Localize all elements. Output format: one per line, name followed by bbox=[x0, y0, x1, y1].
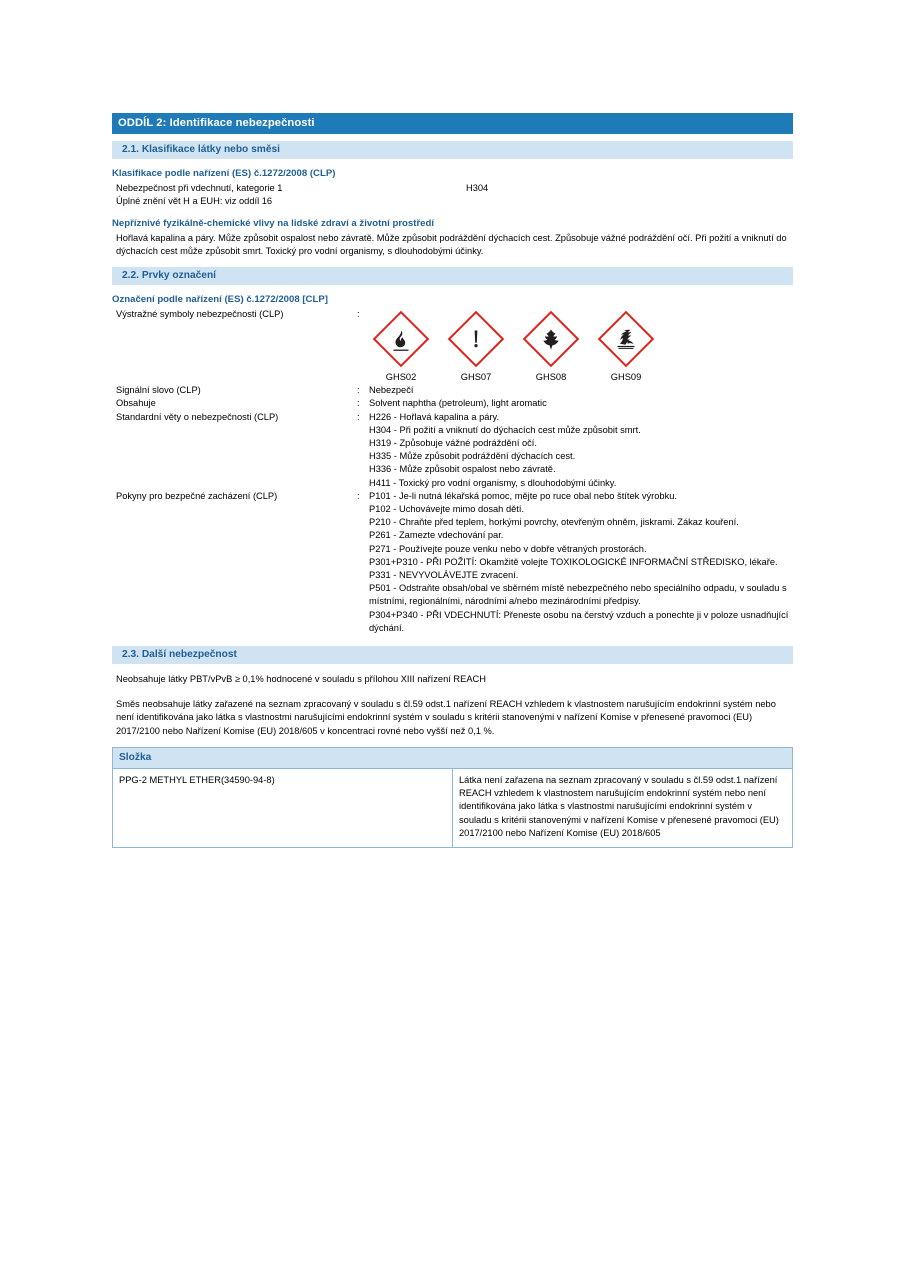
flame-icon bbox=[383, 321, 419, 357]
hazard-statements-row bbox=[112, 411, 793, 490]
ghs-pictogram-ghs09 bbox=[594, 310, 658, 384]
component-table bbox=[112, 747, 793, 848]
ghs-code: GHS02 bbox=[385, 372, 417, 383]
hazard-class-text: Nebezpečnost při vdechnutí, kategorie 1 bbox=[116, 183, 283, 193]
ghs-code: GHS09 bbox=[610, 372, 642, 383]
list-item: H336 - Může způsobit ospalost nebo závratě. bbox=[369, 464, 556, 475]
precautionary-statements-label: Pokyny pro bezpečné zacházení (CLP) bbox=[116, 490, 278, 501]
list-item: H411 - Toxický pro vodní organismy, s dlouhodobými účinky. bbox=[369, 477, 617, 488]
list-item: H226 - Hořlavá kapalina a páry. bbox=[369, 411, 500, 422]
ghs-code: GHS07 bbox=[460, 372, 492, 383]
table-header-row bbox=[113, 747, 793, 768]
exclamation-mark-icon bbox=[458, 321, 494, 357]
ghs-code: GHS08 bbox=[535, 372, 567, 383]
list-item: P101 - Je-li nutná lékařská pomoc, mějte po ruce obal nebo štítek výrobku. bbox=[369, 490, 677, 501]
signal-word-value: Nebezpečí bbox=[369, 385, 414, 396]
pictogram-label: Výstražné symboly nebezpečnosti (CLP) bbox=[116, 309, 284, 320]
list-item: H319 - Způsobuje vážné podráždění očí. bbox=[369, 438, 537, 449]
component-note-cell: Látka není zařazena na seznam zpracovaný v souladu s čl.59 odst.1 nařízení REACH vzhledem k vlastnostem narušujícím endokrinní systém nebo není identifikována jako látka s vlastnostmi narušujícími endokrinní systém v souladu s kritérii stanovenými v nařízení Komise v přenesené pravomoci (EU) 2017/2100 nebo Nařízení Komise (EU) 2018/605 bbox=[453, 768, 793, 847]
ghs-pictogram-ghs02 bbox=[369, 310, 433, 384]
table-row bbox=[113, 768, 793, 847]
hazard-code-text: H304 bbox=[466, 183, 489, 193]
pbt-vpvb-text: Neobsahuje látky PBT/vPvB ≥ 0,1% hodnocené v souladu s přílohou XIII nařízení REACH bbox=[116, 674, 486, 685]
h-euh-full-text-note: Úplné znění vět H a EUH: viz oddíl 16 bbox=[116, 196, 273, 207]
colon: : bbox=[357, 411, 360, 422]
hazard-statements-label: Standardní věty o nebezpečnosti (CLP) bbox=[116, 411, 279, 422]
adverse-effects-heading: Nepříznivé fyzikálně-chemické vlivy na lidské zdraví a životní prostředí bbox=[112, 217, 435, 229]
subsection-23-bar: 2.3. Další nebezpečnost bbox=[112, 646, 793, 664]
list-item: H335 - Může způsobit podráždění dýchacích cest. bbox=[369, 451, 576, 462]
list-item: P331 - NEVYVOLÁVEJTE zvracení. bbox=[369, 570, 519, 581]
pictogram-row bbox=[112, 308, 793, 384]
column-header-component: Složka bbox=[113, 747, 793, 768]
hazard-statements-list bbox=[369, 411, 793, 490]
list-item: P261 - Zamezte vdechování par. bbox=[369, 530, 504, 541]
adverse-effects-text: Hořlavá kapalina a páry. Může způsobit ospalost nebo závratě. Může způsobit podráždění dýchacích cest. Způsobuje vážné podráždění očí. Při požití a vniknutí do dýchacích cest může způsobit smrt. Toxický pro vodní organismy, s dlouhodobými účinky. bbox=[116, 232, 787, 256]
sds-section-2 bbox=[112, 113, 793, 848]
list-item: H304 - Při požití a vniknutí do dýchacích cest může způsobit smrt. bbox=[369, 424, 641, 435]
signal-word-row bbox=[112, 384, 793, 397]
clp-classification-heading: Klasifikace podle nařízení (ES) č.1272/2008 (CLP) bbox=[112, 168, 336, 179]
health-hazard-icon bbox=[533, 321, 569, 357]
environment-icon bbox=[608, 321, 644, 357]
hazard-classification-row bbox=[112, 182, 793, 195]
ghs-pictogram-group bbox=[369, 310, 793, 384]
list-item: P210 - Chraňte před teplem, horkými povrchy, otevřeným ohněm, jiskrami. Zákaz kouření. bbox=[369, 517, 739, 528]
precautionary-statements-list bbox=[369, 490, 793, 635]
component-name-cell: PPG-2 METHYL ETHER(34590-94-8) bbox=[113, 768, 453, 847]
precautionary-statements-row bbox=[112, 490, 793, 635]
colon: : bbox=[357, 385, 360, 396]
subsection-21-bar: 2.1. Klasifikace látky nebo směsi bbox=[112, 141, 793, 159]
list-item: P301+P310 - PŘI POŽITÍ: Okamžitě volejte TOXIKOLOGICKÉ INFORMAČNÍ STŘEDISKO, lékaře. bbox=[369, 556, 778, 567]
list-item: P102 - Uchovávejte mimo dosah dětí. bbox=[369, 504, 525, 515]
list-item: P304+P340 - PŘI VDECHNUTÍ: Přeneste osobu na čerstvý vzduch a ponechte ji v poloze usnadňující dýchání. bbox=[369, 609, 789, 633]
ghs-pictogram-ghs08 bbox=[519, 310, 583, 384]
clp-labelling-heading: Označení podle nařízení (ES) č.1272/2008 [CLP] bbox=[112, 294, 328, 306]
ghs-pictogram-ghs07 bbox=[444, 310, 508, 384]
subsection-22-bar: 2.2. Prvky označení bbox=[112, 267, 793, 285]
contains-row bbox=[112, 397, 793, 410]
signal-word-label: Signální slovo (CLP) bbox=[116, 385, 201, 396]
colon: : bbox=[357, 398, 360, 409]
contains-label: Obsahuje bbox=[116, 398, 156, 409]
list-item: P501 - Odstraňte obsah/obal ve sběrném místě nebezpečného nebo speciálního odpadu, v souladu s místními, regionálními, národními a/nebo mezinárodními předpisy. bbox=[369, 583, 787, 607]
contains-value: Solvent naphtha (petroleum), light aromatic bbox=[369, 398, 547, 409]
endocrine-disruptor-text: Směs neobsahuje látky zařazené na seznam zpracovaný v souladu s čl.59 odst.1 nařízení REACH vzhledem k vlastnostem narušujícím endokrinní systém nebo není identifikována jako látka s vlastnostmi narušujícími endokrinní systém v souladu s kritérii stanovenými v nařízení Komise v přenesené pravomoci (EU) 2017/2100 nebo Nařízení Komise (EU) 2018/605 v koncentraci rovné nebo vyšší než 0,1 %. bbox=[116, 699, 776, 736]
colon: : bbox=[357, 309, 360, 320]
list-item: P271 - Používejte pouze venku nebo v dobře větraných prostorách. bbox=[369, 543, 647, 554]
colon: : bbox=[357, 490, 360, 501]
section-title-bar: ODDÍL 2: Identifikace nebezpečnosti bbox=[112, 113, 793, 134]
